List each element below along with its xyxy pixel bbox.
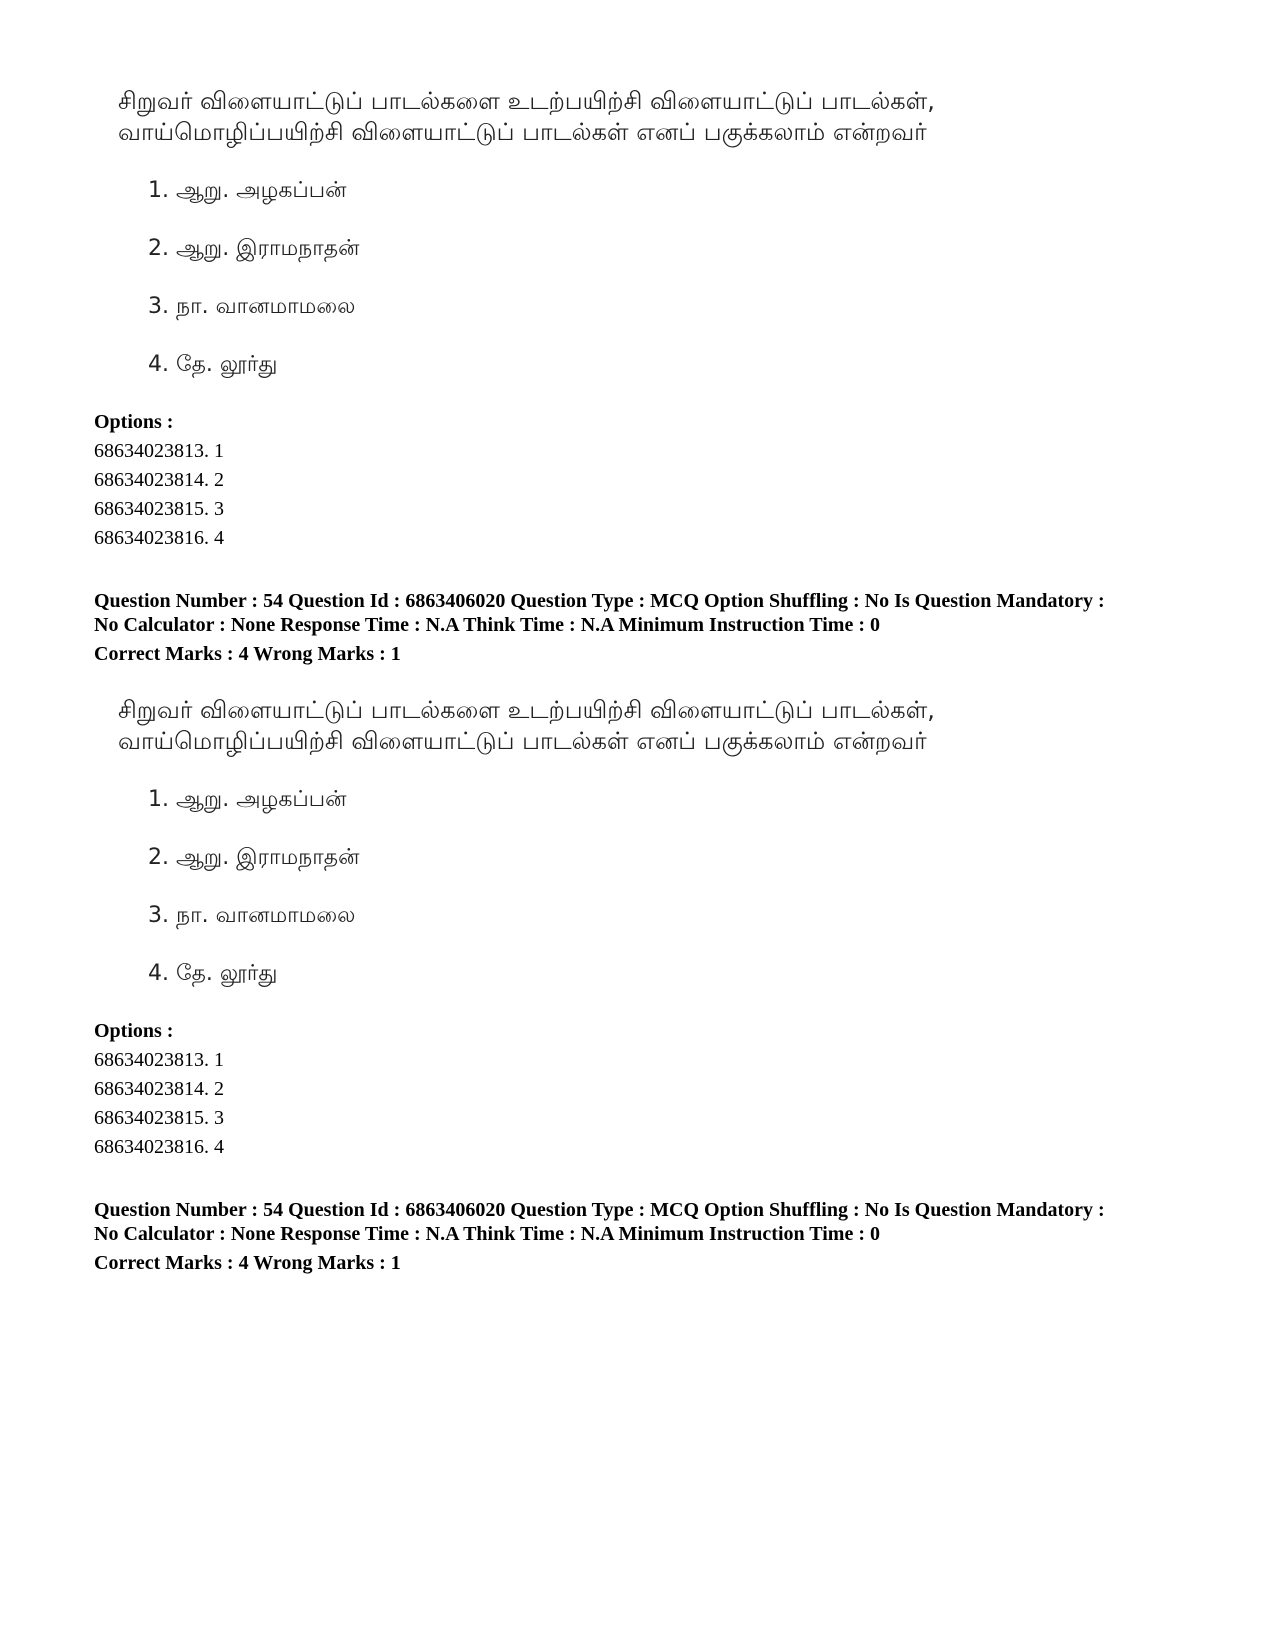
option-4: 68634023816. 4	[94, 527, 224, 549]
question-stem	[118, 695, 1218, 757]
choice-3: 3. நா. வானமாமலை	[148, 903, 356, 928]
question-meta-line-2: No Calculator : None Response Time : N.A Think Time : N.A Minimum Instruction Time : 0	[94, 1223, 880, 1245]
question-meta-line-1: Question Number : 54 Question Id : 6863406020 Question Type : MCQ Option Shuffling : No Is Question Mandatory :	[94, 590, 1105, 612]
choice-4: 4. தே. லூர்து	[148, 352, 278, 377]
choice-1: 1. ஆறு. அழகப்பன்	[148, 787, 347, 812]
stem-line-1: சிறுவர் விளையாட்டுப் பாடல்களை உடற்பயிற்சி விளையாட்டுப் பாடல்கள்,	[118, 696, 935, 724]
stem-line-2: வாய்மொழிப்பயிற்சி விளையாட்டுப் பாடல்கள் எனப் பகுக்கலாம் என்றவர்	[118, 727, 927, 755]
option-3: 68634023815. 3	[94, 1107, 224, 1129]
stem-line-2: வாய்மொழிப்பயிற்சி விளையாட்டுப் பாடல்கள் எனப் பகுக்கலாம் என்றவர்	[118, 118, 927, 146]
marks-line: Correct Marks : 4 Wrong Marks : 1	[94, 643, 401, 665]
option-4: 68634023816. 4	[94, 1136, 224, 1158]
question-meta-line-1: Question Number : 54 Question Id : 6863406020 Question Type : MCQ Option Shuffling : No Is Question Mandatory :	[94, 1199, 1105, 1221]
choice-2: 2. ஆறு. இராமநாதன்	[148, 236, 360, 261]
option-1: 68634023813. 1	[94, 440, 224, 462]
question-meta-line-2: No Calculator : None Response Time : N.A Think Time : N.A Minimum Instruction Time : 0	[94, 614, 880, 636]
choice-4: 4. தே. லூர்து	[148, 961, 278, 986]
choice-2: 2. ஆறு. இராமநாதன்	[148, 845, 360, 870]
question-stem	[118, 86, 1218, 148]
options-label: Options :	[94, 411, 174, 433]
marks-line: Correct Marks : 4 Wrong Marks : 1	[94, 1252, 401, 1274]
options-label: Options :	[94, 1020, 174, 1042]
choice-1: 1. ஆறு. அழகப்பன்	[148, 178, 347, 203]
option-2: 68634023814. 2	[94, 1078, 224, 1100]
option-2: 68634023814. 2	[94, 469, 224, 491]
option-1: 68634023813. 1	[94, 1049, 224, 1071]
stem-line-1: சிறுவர் விளையாட்டுப் பாடல்களை உடற்பயிற்சி விளையாட்டுப் பாடல்கள்,	[118, 87, 935, 115]
choice-3: 3. நா. வானமாமலை	[148, 294, 356, 319]
option-3: 68634023815. 3	[94, 498, 224, 520]
